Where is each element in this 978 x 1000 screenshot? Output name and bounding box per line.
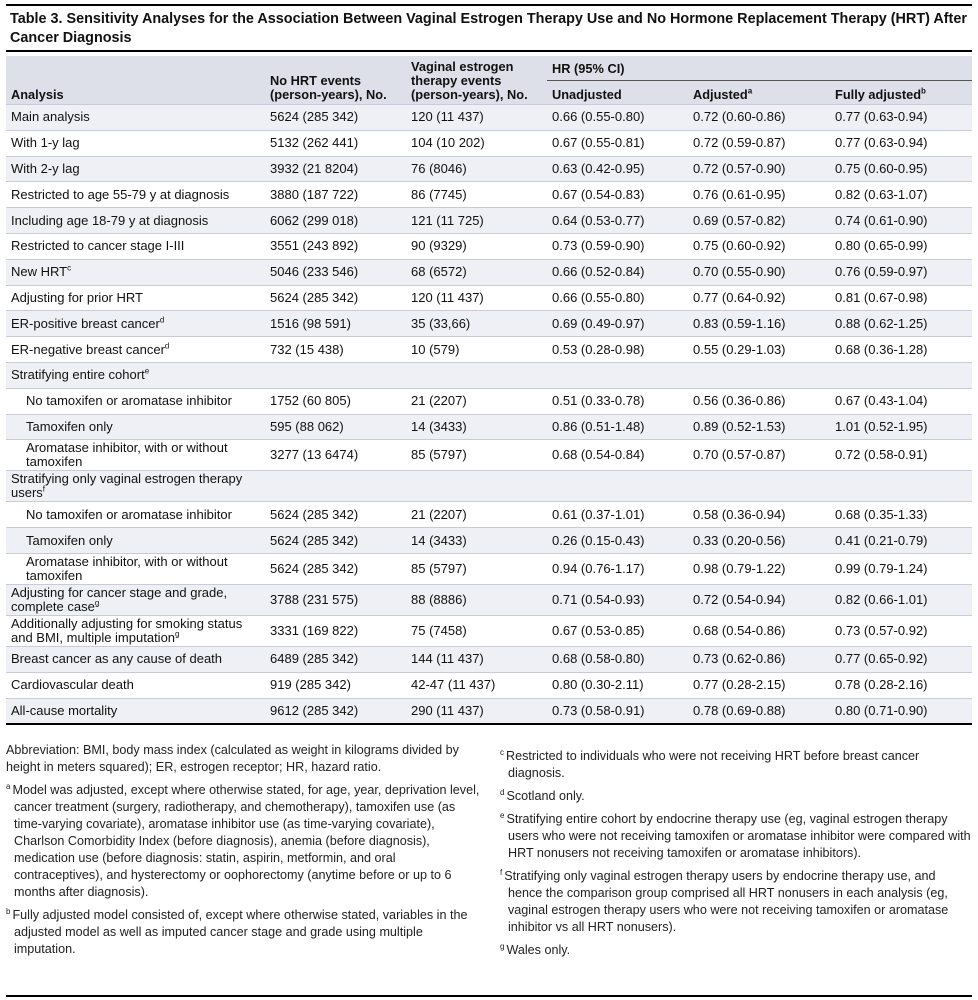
footnote-mark: g (175, 629, 180, 639)
row-label-text: ER-negative breast cancer (11, 341, 165, 357)
footnote-mark: d (500, 787, 505, 797)
row-analysis-label (6, 311, 265, 337)
cell-unadjusted: 0.86 (0.51-1.48) (547, 414, 688, 440)
cell-vet: 14 (3433) (406, 414, 547, 440)
cell-vet: 42-47 (11 437) (406, 672, 547, 698)
table-row (6, 208, 972, 234)
row-label-text: All-cause mortality (11, 702, 118, 718)
cell-no-hrt: 919 (285 342) (265, 672, 406, 698)
cell-adjusted: 0.83 (0.59-1.16) (688, 311, 830, 337)
cell-adjusted: 0.72 (0.59-0.87) (688, 130, 830, 156)
cell-unadjusted: 0.66 (0.55-0.80) (547, 285, 688, 311)
cell-no-hrt: 5624 (285 342) (265, 105, 406, 131)
cell-unadjusted: 0.73 (0.58-0.91) (547, 698, 688, 724)
table-container (6, 56, 972, 725)
footnote (500, 942, 972, 959)
row-analysis-label (6, 646, 265, 672)
footnote-mark: e (500, 810, 505, 820)
cell-fully-adjusted: 0.80 (0.71-0.90) (830, 698, 972, 724)
cell-no-hrt: 3880 (187 722) (265, 182, 406, 208)
cell-adjusted: 0.58 (0.36-0.94) (688, 502, 830, 528)
cell-vet: 10 (579) (406, 337, 547, 363)
cell-vet: 21 (2207) (406, 388, 547, 414)
cell-no-hrt: 3331 (169 822) (265, 615, 406, 646)
cell-no-hrt: 5624 (285 342) (265, 285, 406, 311)
footnote-text: Fully adjusted model consisted of, except where otherwise stated, variables in the adjusted model as well as imputed cancer stage and grade using multiple imputation. (12, 908, 468, 956)
cell-fully-adjusted: 0.77 (0.63-0.94) (830, 105, 972, 131)
row-analysis-label (6, 156, 265, 182)
row-analysis-label (6, 440, 265, 471)
cell-vet: 120 (11 437) (406, 105, 547, 131)
cell-no-hrt: 5046 (233 546) (265, 259, 406, 285)
cell-fully-adjusted: 0.82 (0.63-1.07) (830, 182, 972, 208)
footnote (500, 811, 972, 862)
header-fully-adjusted-mark: b (921, 86, 926, 96)
header-adjusted (688, 81, 830, 105)
header-no-hrt: No HRT events (person-years), No. (265, 56, 406, 105)
footnote-mark: e (144, 367, 150, 377)
cell-adjusted: 0.33 (0.20-0.56) (688, 528, 830, 554)
row-analysis-label (6, 471, 265, 502)
table-row (6, 615, 972, 646)
cell-no-hrt: 3788 (231 575) (265, 584, 406, 615)
cell-fully-adjusted: 0.41 (0.21-0.79) (830, 528, 972, 554)
cell-fully-adjusted: 0.76 (0.59-0.97) (830, 259, 972, 285)
row-analysis-label (6, 698, 265, 724)
footnote-text: Model was adjusted, except where otherwise stated, for age, year, deprivation level, cancer treatment (surgery, radiotherapy, and chemotherapy), tamoxifen use (as time-varying covariate), aromatase inhibitor use (as time-varying covariate), Charlson Comorbidity Index (before diagnosis), anemia (before diagnosis), medication use (before diagnosis: statin, aspirin, metformin, and oral contraceptives), and hysterectomy or oophorectomy (anytime before or up to 6 months after diagnosis). (12, 783, 480, 899)
table-row (6, 259, 972, 285)
row-analysis-label (6, 672, 265, 698)
cell-vet: 68 (6572) (406, 259, 547, 285)
cell-adjusted: 0.55 (0.29-1.03) (688, 337, 830, 363)
cell-adjusted: 0.76 (0.61-0.95) (688, 182, 830, 208)
row-analysis-label (6, 285, 265, 311)
header-fully-adjusted (830, 81, 972, 105)
table-title: Table 3. Sensitivity Analyses for the Association Between Vaginal Estrogen Therapy Use and No Hormone Replacement Therapy (HRT) After Cancer Diagnosis (10, 11, 967, 46)
header-fully-adjusted-label: Fully adjusted (835, 87, 922, 102)
cell-unadjusted: 0.94 (0.76-1.17) (547, 553, 688, 584)
row-analysis-label (6, 105, 265, 131)
header-vet: Vaginal estrogen therapy events (person-years), No. (406, 56, 547, 105)
cell-adjusted: 0.69 (0.57-0.82) (688, 208, 830, 234)
row-analysis-label (6, 553, 265, 584)
cell-unadjusted: 0.53 (0.28-0.98) (547, 337, 688, 363)
row-label-text: ER-positive breast cancer (11, 315, 160, 331)
cell-adjusted: 0.78 (0.69-0.88) (688, 698, 830, 724)
table-row (6, 156, 972, 182)
cell-fully-adjusted: 0.80 (0.65-0.99) (830, 233, 972, 259)
row-label-text: Stratifying entire cohort (11, 367, 145, 383)
row-label-text: Including age 18-79 y at diagnosis (11, 212, 209, 228)
table-row (6, 337, 972, 363)
cell-unadjusted: 0.66 (0.55-0.80) (547, 105, 688, 131)
footnote (6, 782, 482, 901)
cell-fully-adjusted: 0.68 (0.35-1.33) (830, 502, 972, 528)
cell-fully-adjusted: 0.82 (0.66-1.01) (830, 584, 972, 615)
table-title-bar (6, 4, 972, 52)
cell-unadjusted: 0.67 (0.53-0.85) (547, 615, 688, 646)
cell-no-hrt: 3277 (13 6474) (265, 440, 406, 471)
cell-no-hrt: 5624 (285 342) (265, 502, 406, 528)
footnote (6, 907, 482, 958)
cell-unadjusted: 0.69 (0.49-0.97) (547, 311, 688, 337)
footnote-text: Scotland only. (506, 789, 585, 803)
footnotes-right (500, 748, 972, 965)
row-analysis-label (6, 362, 265, 388)
footnote-mark: f (500, 867, 503, 877)
cell-unadjusted: 0.67 (0.55-0.81) (547, 130, 688, 156)
row-label-text: Adjusting for cancer stage and grade, complete case (11, 584, 228, 614)
cell-no-hrt: 3551 (243 892) (265, 233, 406, 259)
table-row (6, 672, 972, 698)
header-adjusted-label: Adjusted (693, 87, 748, 102)
header-analysis: Analysis (6, 56, 265, 105)
row-analysis-label (6, 337, 265, 363)
cell-vet: 88 (8886) (406, 584, 547, 615)
cell-fully-adjusted: 0.74 (0.61-0.90) (830, 208, 972, 234)
cell-fully-adjusted (830, 471, 972, 502)
footnotes-left (6, 742, 482, 964)
row-analysis-label (6, 208, 265, 234)
cell-no-hrt: 3932 (21 8204) (265, 156, 406, 182)
row-label-text: Aromatase inhibitor, with or without tamoxifen (26, 553, 228, 583)
cell-fully-adjusted: 0.81 (0.67-0.98) (830, 285, 972, 311)
row-label-text: Additionally adjusting for smoking status and BMI, multiple imputation (11, 615, 243, 645)
table-row (6, 388, 972, 414)
cell-adjusted: 0.72 (0.54-0.94) (688, 584, 830, 615)
cell-adjusted: 0.68 (0.54-0.86) (688, 615, 830, 646)
cell-unadjusted: 0.51 (0.33-0.78) (547, 388, 688, 414)
cell-vet: 86 (7745) (406, 182, 547, 208)
row-analysis-label (6, 414, 265, 440)
cell-fully-adjusted: 0.77 (0.63-0.94) (830, 130, 972, 156)
footnote (500, 748, 972, 782)
row-label-text: Tamoxifen only (26, 418, 113, 434)
footnote (6, 742, 482, 776)
cell-vet (406, 362, 547, 388)
footnote-text: Wales only. (506, 943, 571, 957)
row-label-text: Tamoxifen only (26, 532, 113, 548)
cell-fully-adjusted: 0.73 (0.57-0.92) (830, 615, 972, 646)
cell-fully-adjusted: 0.88 (0.62-1.25) (830, 311, 972, 337)
table-row (6, 471, 972, 502)
header-adjusted-mark: a (747, 86, 753, 96)
cell-no-hrt: 1516 (98 591) (265, 311, 406, 337)
sensitivity-table (6, 56, 972, 725)
cell-vet: 120 (11 437) (406, 285, 547, 311)
cell-unadjusted: 0.71 (0.54-0.93) (547, 584, 688, 615)
cell-no-hrt: 6062 (299 018) (265, 208, 406, 234)
cell-unadjusted: 0.67 (0.54-0.83) (547, 182, 688, 208)
cell-adjusted: 0.70 (0.57-0.87) (688, 440, 830, 471)
cell-fully-adjusted (830, 362, 972, 388)
table-row (6, 182, 972, 208)
cell-no-hrt: 5132 (262 441) (265, 130, 406, 156)
cell-no-hrt: 732 (15 438) (265, 337, 406, 363)
cell-vet: 85 (5797) (406, 440, 547, 471)
cell-unadjusted: 0.68 (0.58-0.80) (547, 646, 688, 672)
row-analysis-label (6, 584, 265, 615)
cell-vet: 121 (11 725) (406, 208, 547, 234)
cell-vet: 290 (11 437) (406, 698, 547, 724)
row-analysis-label (6, 233, 265, 259)
row-label-text: Adjusting for prior HRT (11, 289, 143, 305)
table-row (6, 646, 972, 672)
cell-no-hrt: 5624 (285 342) (265, 553, 406, 584)
cell-adjusted: 0.77 (0.28-2.15) (688, 672, 830, 698)
row-analysis-label (6, 130, 265, 156)
cell-fully-adjusted: 0.75 (0.60-0.95) (830, 156, 972, 182)
header-hr-group: HR (95% CI) (547, 56, 972, 81)
table-row (6, 698, 972, 724)
table-row (6, 440, 972, 471)
cell-fully-adjusted: 0.99 (0.79-1.24) (830, 553, 972, 584)
footnote-text: Stratifying only vaginal estrogen therapy users by endocrine therapy use, and hence the comparison group comprised all HRT nonusers in each analysis (eg, vaginal estrogen therapy users who were not receiving tamoxifen or aromatase inhibitor vs all HRT nonusers). (504, 869, 949, 934)
table-row (6, 105, 972, 131)
header-unadjusted: Unadjusted (547, 81, 688, 105)
cell-adjusted: 0.98 (0.79-1.22) (688, 553, 830, 584)
cell-fully-adjusted: 0.77 (0.65-0.92) (830, 646, 972, 672)
table-row (6, 130, 972, 156)
bottom-rule (6, 995, 972, 997)
row-label-text: No tamoxifen or aromatase inhibitor (26, 393, 232, 409)
row-label-text: Stratifying only vaginal estrogen therapy users (11, 471, 243, 501)
table-row (6, 584, 972, 615)
cell-unadjusted: 0.61 (0.37-1.01) (547, 502, 688, 528)
row-label-text: Cardiovascular death (11, 677, 134, 693)
table-row (6, 528, 972, 554)
table-row (6, 362, 972, 388)
cell-fully-adjusted: 1.01 (0.52-1.95) (830, 414, 972, 440)
footnote-mark: c (500, 747, 504, 757)
cell-adjusted: 0.73 (0.62-0.86) (688, 646, 830, 672)
row-analysis-label (6, 388, 265, 414)
cell-no-hrt: 6489 (285 342) (265, 646, 406, 672)
cell-vet: 35 (33,66) (406, 311, 547, 337)
cell-adjusted (688, 471, 830, 502)
row-label-text: Restricted to cancer stage I-III (11, 238, 185, 254)
cell-adjusted: 0.89 (0.52-1.53) (688, 414, 830, 440)
footnote-mark: b (6, 906, 11, 916)
table-row (6, 502, 972, 528)
cell-adjusted (688, 362, 830, 388)
cell-vet: 14 (3433) (406, 528, 547, 554)
footnote-mark: d (164, 341, 170, 351)
cell-adjusted: 0.72 (0.60-0.86) (688, 105, 830, 131)
table-row (6, 414, 972, 440)
footnote (500, 788, 972, 805)
cell-fully-adjusted: 0.78 (0.28-2.16) (830, 672, 972, 698)
cell-unadjusted: 0.66 (0.52-0.84) (547, 259, 688, 285)
footnote (500, 868, 972, 936)
cell-vet: 76 (8046) (406, 156, 547, 182)
cell-unadjusted: 0.26 (0.15-0.43) (547, 528, 688, 554)
cell-fully-adjusted: 0.72 (0.58-0.91) (830, 440, 972, 471)
cell-vet: 85 (5797) (406, 553, 547, 584)
row-label-text: With 2-y lag (11, 160, 80, 176)
row-analysis-label (6, 259, 265, 285)
cell-vet: 21 (2207) (406, 502, 547, 528)
footnote-mark: g (94, 598, 100, 608)
row-label-text: With 1-y lag (11, 135, 80, 151)
cell-vet (406, 471, 547, 502)
row-analysis-label (6, 528, 265, 554)
cell-vet: 75 (7458) (406, 615, 547, 646)
cell-adjusted: 0.75 (0.60-0.92) (688, 233, 830, 259)
footnote-text: Abbreviation: BMI, body mass index (calculated as weight in kilograms divided by height in meters squared); ER, estrogen receptor; HR, hazard ratio. (6, 743, 459, 774)
cell-vet: 144 (11 437) (406, 646, 547, 672)
cell-fully-adjusted: 0.67 (0.43-1.04) (830, 388, 972, 414)
footnote-mark: d (159, 315, 165, 325)
cell-unadjusted: 0.73 (0.59-0.90) (547, 233, 688, 259)
cell-unadjusted (547, 471, 688, 502)
cell-fully-adjusted: 0.68 (0.36-1.28) (830, 337, 972, 363)
row-label-text: Main analysis (11, 109, 90, 125)
table-row (6, 285, 972, 311)
footnote-text: Stratifying entire cohort by endocrine therapy use (eg, vaginal estrogen therapy users who were not receiving tamoxifen or aromatase inhibitor were compared with HRT nonusers not receiving tamoxifen or aromatase inhibitors). (506, 812, 971, 860)
table-row (6, 553, 972, 584)
footnote-text: Restricted to individuals who were not receiving HRT before breast cancer diagnosis. (506, 749, 920, 780)
row-analysis-label (6, 502, 265, 528)
cell-unadjusted: 0.80 (0.30-2.11) (547, 672, 688, 698)
footnote-mark: c (67, 263, 72, 273)
cell-vet: 104 (10 202) (406, 130, 547, 156)
cell-adjusted: 0.72 (0.57-0.90) (688, 156, 830, 182)
cell-adjusted: 0.56 (0.36-0.86) (688, 388, 830, 414)
cell-no-hrt (265, 362, 406, 388)
cell-unadjusted: 0.68 (0.54-0.84) (547, 440, 688, 471)
cell-vet: 90 (9329) (406, 233, 547, 259)
row-label-text: Breast cancer as any cause of death (11, 651, 223, 667)
footnote-mark: a (6, 781, 11, 791)
table-row (6, 233, 972, 259)
cell-no-hrt: 1752 (60 805) (265, 388, 406, 414)
table-body (6, 105, 972, 725)
cell-no-hrt (265, 471, 406, 502)
footnote-mark: f (42, 485, 46, 495)
footnote-mark: g (500, 941, 505, 951)
table-header (6, 56, 972, 105)
table-row (6, 311, 972, 337)
cell-no-hrt: 595 (88 062) (265, 414, 406, 440)
row-label-text: No tamoxifen or aromatase inhibitor (26, 506, 232, 522)
row-label-text: New HRT (11, 264, 68, 280)
cell-adjusted: 0.77 (0.64-0.92) (688, 285, 830, 311)
cell-unadjusted (547, 362, 688, 388)
cell-no-hrt: 5624 (285 342) (265, 528, 406, 554)
cell-unadjusted: 0.64 (0.53-0.77) (547, 208, 688, 234)
cell-no-hrt: 9612 (285 342) (265, 698, 406, 724)
row-label-text: Restricted to age 55-79 y at diagnosis (11, 186, 230, 202)
row-label-text: Aromatase inhibitor, with or without tamoxifen (26, 440, 228, 470)
cell-adjusted: 0.70 (0.55-0.90) (688, 259, 830, 285)
cell-unadjusted: 0.63 (0.42-0.95) (547, 156, 688, 182)
row-analysis-label (6, 182, 265, 208)
row-analysis-label (6, 615, 265, 646)
